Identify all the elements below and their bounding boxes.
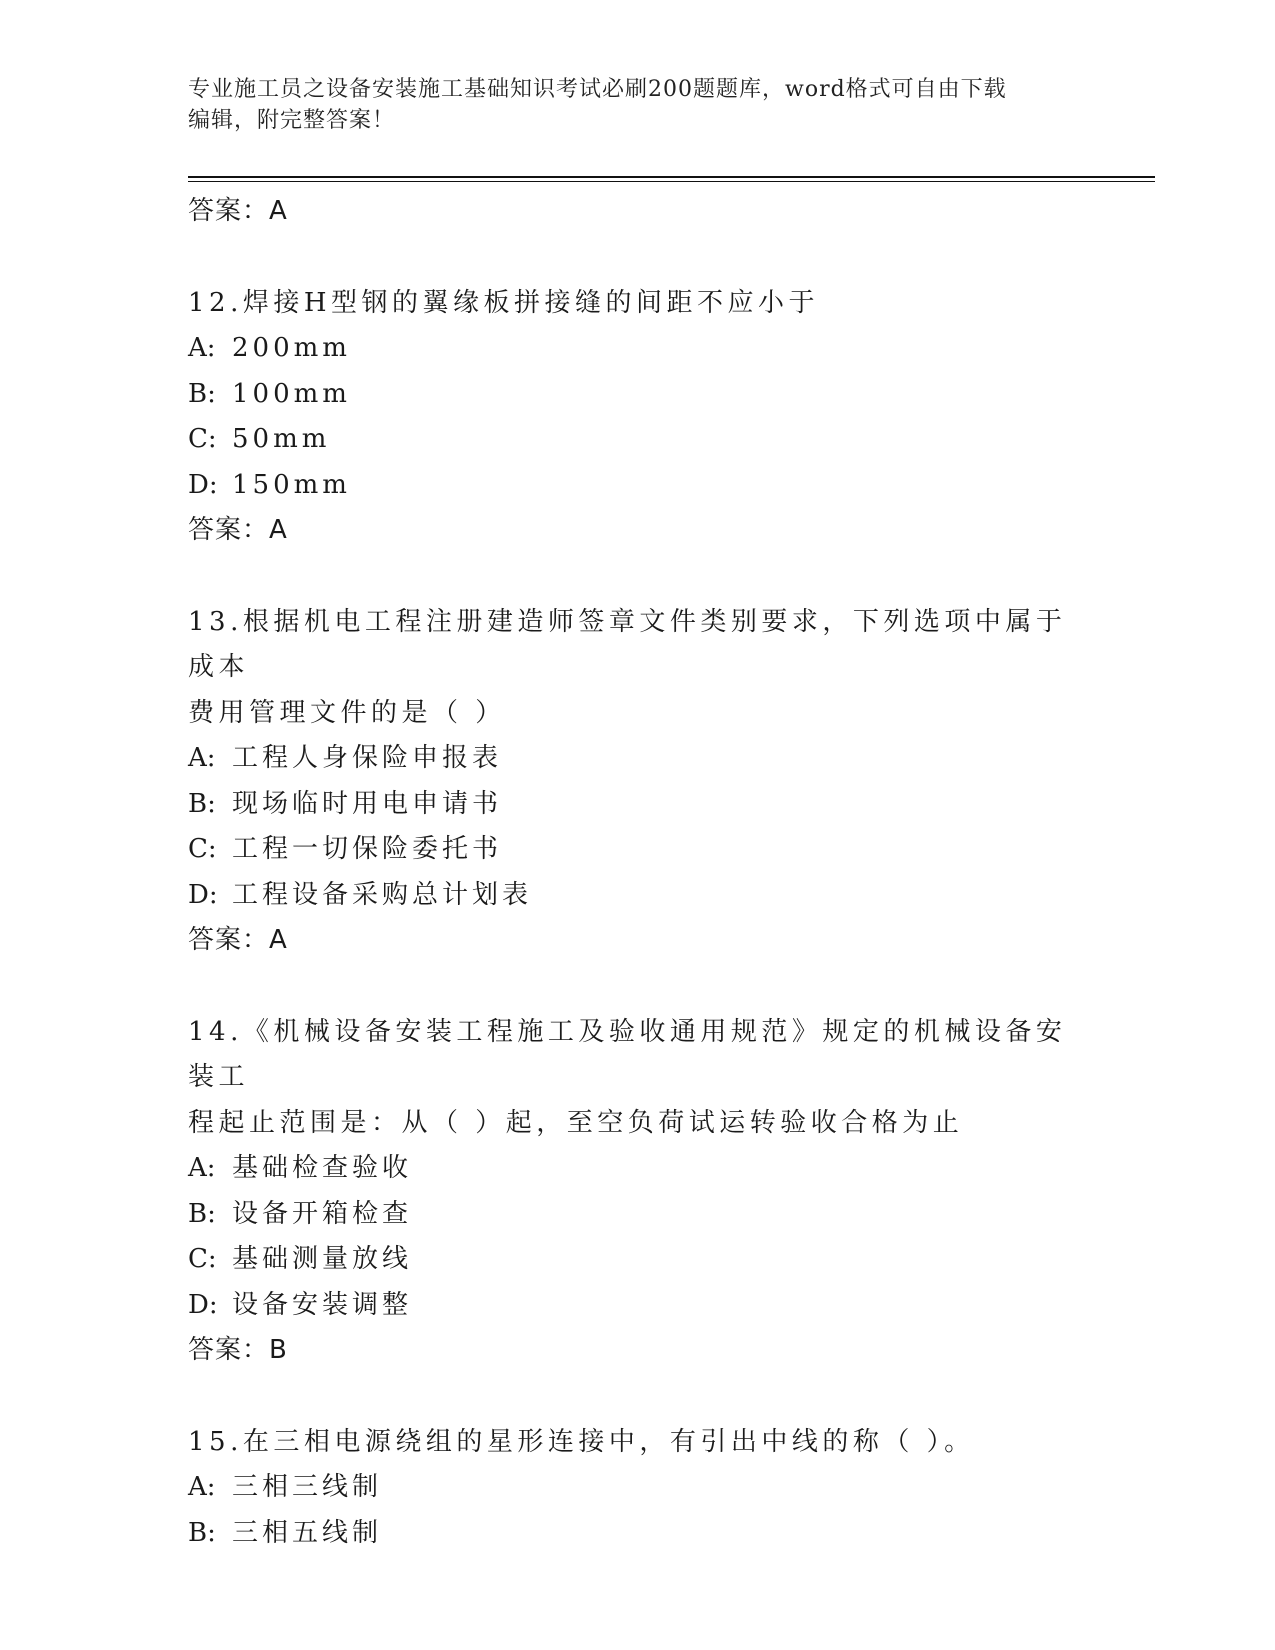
option-text: 基础检查验收 [232,1153,413,1183]
option-key: B: [188,378,216,409]
document-header [188,74,1088,136]
option-key: C: [188,1244,217,1274]
header-rule-thin [188,181,1155,182]
option-c [188,1237,1088,1283]
answer-label: 答案： [188,925,270,955]
option-c [188,827,1088,873]
option-d [188,463,1088,509]
option-a [188,736,1088,782]
option-text: 150mm [232,469,351,500]
option-text: 设备安装调整 [232,1289,413,1320]
answer-label: 答案： [188,515,270,545]
question-stem-line-2: 程起止范围是：从（ ）起，至空负荷试运转验收合格为止 [188,1107,964,1138]
option-key: D: [188,469,218,500]
header-line-1: 专业施工员之设备安装施工基础知识考试必刷200题题库，word格式可自由下载 [188,77,1007,102]
question-14 [188,1010,1088,1374]
option-text: 现场临时用电申请书 [232,788,503,819]
option-d [188,1283,1088,1329]
option-d [188,873,1088,919]
answer-line [188,1328,1088,1374]
spacer [188,1374,1088,1420]
question-stem: 15.在三相电源绕组的星形连接中，有引出中线的称（ ）。 [188,1426,975,1457]
option-key: A: [188,1472,216,1502]
option-key: A: [188,333,216,363]
answer-label: 答案： [188,1335,270,1365]
answer-line [188,189,1088,235]
answer-value: A [269,515,288,545]
option-text: 工程设备采购总计划表 [232,879,533,910]
option-c [188,417,1088,463]
option-text: 工程人身保险申报表 [232,743,503,773]
option-key: D: [188,1289,218,1320]
option-a [188,1146,1088,1192]
answer-value: A [269,196,288,226]
option-b [188,1511,1088,1557]
answer-value: B [269,1335,288,1365]
spacer [188,964,1088,1010]
option-text: 三相五线制 [232,1517,383,1548]
option-text: 50mm [232,424,331,454]
answer-value: A [269,925,288,955]
option-text: 200mm [232,333,351,363]
option-text: 基础测量放线 [232,1244,413,1274]
question-stem: 12.焊接H型钢的翼缘板拼接缝的间距不应小于 [188,287,820,318]
option-key: B: [188,1517,216,1548]
spacer [188,235,1088,281]
option-key: C: [188,834,217,864]
option-key: D: [188,879,218,910]
spacer [188,554,1088,600]
question-list [188,189,1088,1556]
option-key: B: [188,788,216,819]
option-key: C: [188,424,217,454]
question-stem-line-1: 13.根据机电工程注册建造师签章文件类别要求，下列选项中属于成本 [188,606,1067,682]
answer-line [188,918,1088,964]
option-text: 工程一切保险委托书 [232,834,503,864]
question-stem-line-1: 14.《机械设备安装工程施工及验收通用规范》规定的机械设备安装工 [188,1016,1067,1092]
option-a [188,326,1088,372]
option-a [188,1465,1088,1511]
option-text: 100mm [232,378,351,409]
header-rule-thick [188,176,1155,178]
question-13 [188,600,1088,964]
option-b [188,1192,1088,1238]
question-stem-line-2: 费用管理文件的是（ ） [188,697,506,728]
option-text: 设备开箱检查 [232,1198,413,1229]
option-key: A: [188,743,216,773]
option-key: A: [188,1153,216,1183]
answer-label: 答案： [188,196,270,226]
header-line-2: 编辑，附完整答案！ [188,108,396,133]
option-text: 三相三线制 [232,1472,383,1502]
answer-line [188,508,1088,554]
question-15 [188,1420,1088,1557]
option-b [188,782,1088,828]
question-12 [188,281,1088,554]
option-key: B: [188,1198,216,1229]
option-b [188,372,1088,418]
